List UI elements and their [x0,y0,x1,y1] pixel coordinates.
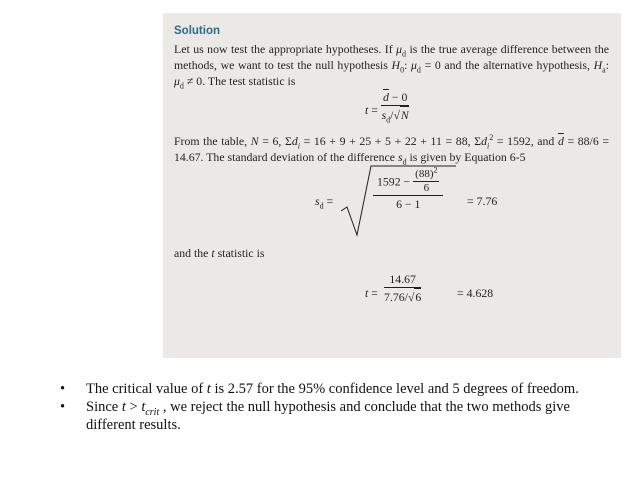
text: and the [174,246,212,260]
s-symbol: s [315,194,320,208]
s-symbol: s [381,108,387,122]
eq3-lhs [365,285,378,301]
text: and [537,134,558,148]
sum-symbol: Σ [474,134,482,148]
eq3-fraction [384,271,421,305]
equals: = [371,286,378,300]
text: 6 [415,290,422,304]
conclusion-bullets [60,380,620,434]
t-symbol: t [206,381,211,397]
eq1-fraction [381,89,409,123]
eq1-lhs [365,102,378,118]
t-symbol: t [121,399,126,415]
denominator: 6 [423,182,430,194]
dbar: $\overline{d}$ [557,134,564,148]
bullet-critical-value [60,380,620,398]
eq2-result: = 7.76 [467,194,498,208]
dbar: $\overline{d}$ [383,90,389,104]
h-symbol: H [593,58,603,72]
t-value-equation [174,271,609,321]
denominator: 6 − 1 [396,197,421,211]
text: is 2.57 for the 95% confidence level and 5 degrees of freedom. [210,381,579,397]
subscript: i [486,141,490,151]
mu-symbol: μ [396,42,403,56]
eq2-fraction [373,165,443,212]
t-symbol: t [365,103,369,117]
text: − 0 [388,90,408,104]
text: Since [86,399,122,415]
table-paragraph [174,133,609,165]
text: . The test statistic is [202,74,296,88]
equals: = [326,194,334,208]
t-stat-paragraph [174,245,609,261]
sum-symbol: Σ [284,134,292,148]
hypothesis-paragraph [174,41,609,89]
denominator [384,288,421,305]
t-symbol: t [141,399,146,415]
equals: = [371,103,378,117]
solution-panel [163,13,621,358]
superscript: 2 [489,133,494,143]
text: > [125,399,142,415]
s-symbol: s [397,150,403,164]
text: Let us now test the appropriate hypotheses. If [174,42,397,56]
text: = 88/6 = 14.67. The standard deviation of the difference [174,134,609,164]
text: ≠ 0 [183,74,203,88]
text: and the alternative hypothesis, [440,58,594,72]
subscript: d [179,81,184,91]
text: = 6, [258,134,285,148]
superscript: 2 [433,165,438,175]
subscript: d [402,49,407,59]
subscript: d [319,201,324,211]
numerator [373,165,443,196]
text: / [390,108,394,122]
eq3-result: = 4.628 [457,286,494,300]
mu-symbol: μ [411,58,417,72]
n-symbol: N [400,108,409,122]
text: = 1592, [493,134,534,148]
text: is given by Equation 6-5 [406,150,526,164]
subscript: d [416,65,421,75]
mu-symbol: μ [174,74,180,88]
inner-fraction [413,165,439,195]
numerator [413,165,439,182]
subscript: d [386,115,391,125]
bullet-conclusion [60,398,620,434]
std-dev-equation [174,165,609,245]
subscript: 0 [400,65,405,75]
subscript: d [402,157,407,167]
subscript: crit [145,406,160,418]
sqrt-icon: √ [407,290,415,304]
text: The critical value of [86,381,207,397]
text: : [605,58,609,72]
h-symbol: H [391,58,401,72]
subscript: i [297,141,300,151]
numerator: 14.67 [384,271,421,288]
bullet-icon: • [60,381,66,397]
bullet-icon: • [60,399,66,415]
d-symbol: d [481,134,487,148]
text: 1592 − [377,174,411,189]
text: , we reject the null hypothesis and conclude that the two methods give different results. [86,399,570,433]
d-symbol: d [291,134,298,148]
text: (88) [415,168,434,180]
numerator [381,89,409,106]
text: From the table, [174,134,251,148]
text: is the true average difference between the methods, we want to test the null hypothesis [174,42,609,72]
text: = 16 + 9 + 25 + 5 + 22 + 11 = 88, [299,134,475,148]
n-symbol: N [250,134,259,148]
subscript: a [602,65,606,75]
text: : [404,58,411,72]
text: statistic is [214,246,265,260]
solution-title: Solution [174,25,220,37]
test-statistic-equation [174,89,609,133]
denominator [381,106,409,123]
t-symbol: t [211,246,215,260]
eq2-lhs [315,193,333,209]
sqrt-icon: √ [393,108,400,122]
t-symbol: t [365,286,369,300]
text: 7.76/ [384,290,408,304]
text: = 0 [420,58,441,72]
